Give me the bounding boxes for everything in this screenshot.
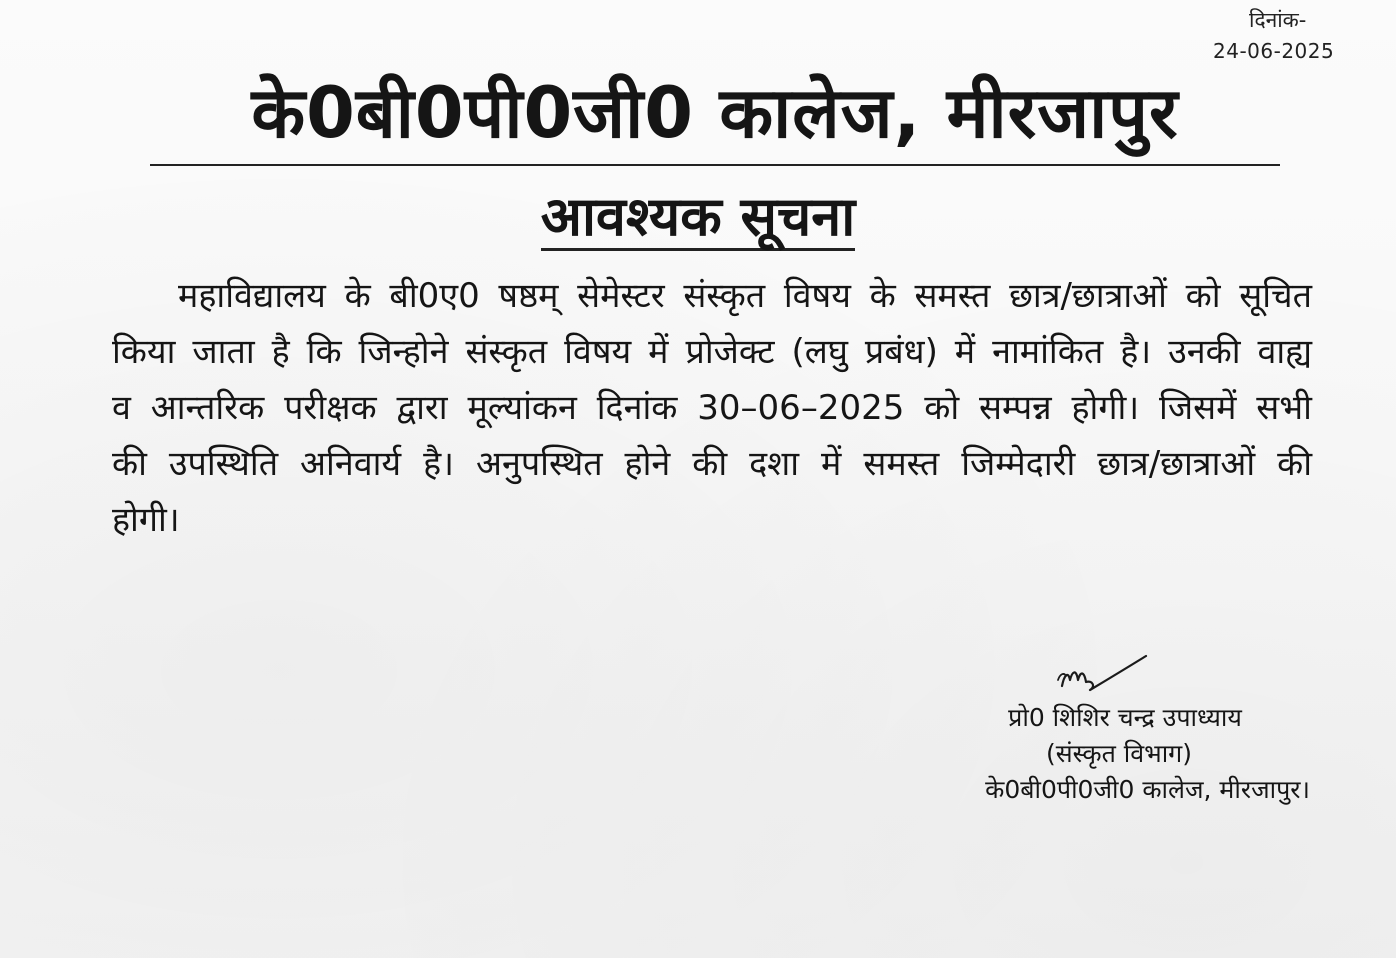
signatory-name: प्रो0 शिशिर चन्द्र उपाध्याय — [1008, 703, 1242, 732]
date-label: दिनांक- — [1249, 8, 1307, 32]
date-value: 24-06-2025 — [1213, 39, 1335, 64]
notice-title: आवश्यक सूचना — [541, 190, 856, 251]
signatory-department: (संस्कृत विभाग) — [1045, 739, 1193, 768]
notice-body: महाविद्यालय के बी0ए0 षष्ठम् सेमेस्टर संस्कृत विषय के समस्त छात्र/छात्राओं को सूचित किया जाता है कि जिन्होने संस्कृत विषय में प्रोजेक्ट (लघु प्रबंध) में नामांकित है। उनकी वाह्य व आन्तरिक परीक्षक द्वारा मूल्यांकन दिनांक 30–06–2025 को सम्पन्न होगी। जिसमें सभी की उपस्थिति अनिवार्य है। अनुपस्थित होने की दशा में समस्त जिम्मेदारी छात्र/छात्राओं की होगी। — [112, 276, 1312, 540]
signatory-college: के0बी0पी0जी0 कालेज, मीरजापुर। — [985, 775, 1310, 804]
handwritten-date — [1213, 8, 1388, 63]
notice-title-wrapper — [0, 185, 1396, 251]
heading-underline — [150, 164, 1280, 166]
signature-block — [920, 700, 1310, 808]
college-name-heading: के0बी0पी0जी0 कालेज, मीरजापुर — [251, 72, 1179, 154]
signature-scribble-icon — [1040, 650, 1160, 696]
